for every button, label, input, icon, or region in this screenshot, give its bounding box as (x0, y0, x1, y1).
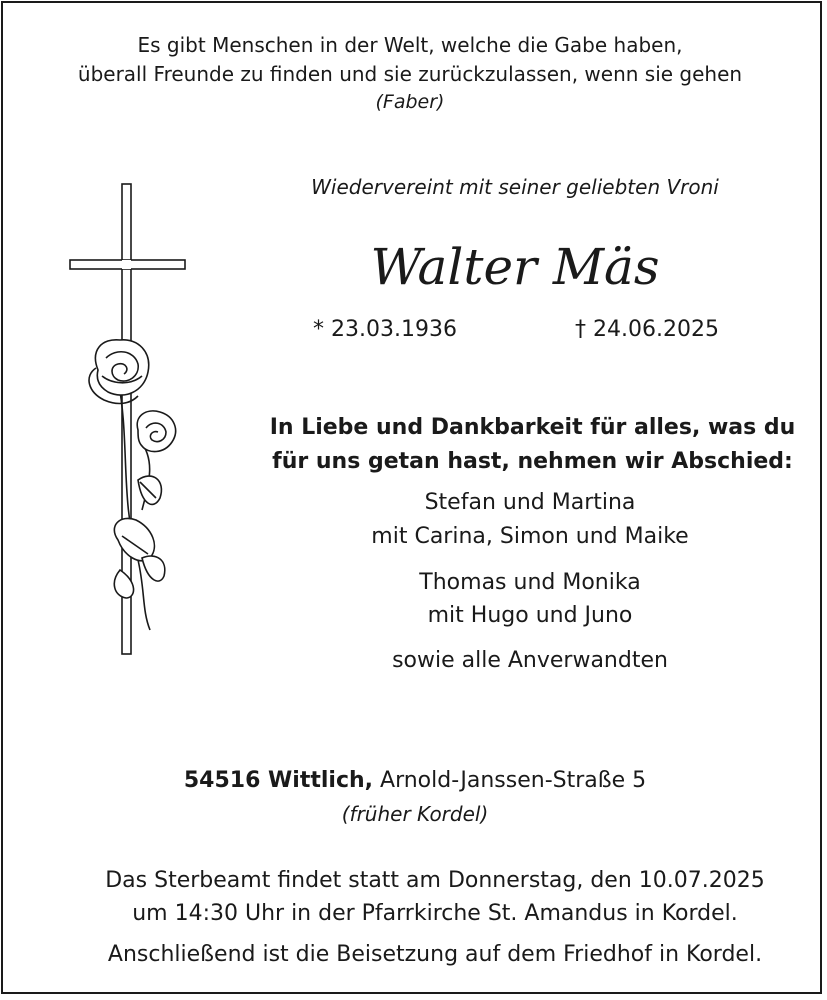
family-1-line-1: Stefan und Martina (424, 490, 636, 515)
quote-author: (Faber) (375, 91, 445, 113)
deceased-name: Walter Mäs (370, 238, 660, 296)
cross-with-roses-icon (60, 180, 190, 660)
address-line (150, 768, 680, 793)
farewell-line-2: für uns getan hast, nehmen wir Abschied: (272, 449, 793, 474)
address-city: 54516 Wittlich, (183, 768, 374, 793)
service-line-3: Anschließend ist die Beisetzung auf dem Friedhof in Kordel. (107, 942, 763, 967)
address-street: Arnold-Janssen-Straße 5 (380, 768, 647, 793)
relatives-line: sowie alle Anverwandten (392, 648, 668, 673)
birth-date: * 23.03.1936 (313, 317, 457, 342)
service-line-1: Das Sterbeamt findet statt am Donnerstag, den 10.07.2025 (105, 868, 765, 893)
address-earlier: (früher Kordel) (341, 802, 489, 826)
reunited-text: Wiedervereint mit seiner geliebten Vroni (311, 175, 719, 199)
family-2-line-1: Thomas und Monika (419, 570, 641, 595)
quote-line-2: überall Freunde zu finden und sie zurückzulassen, wenn sie gehen (77, 62, 743, 86)
death-date: † 24.06.2025 (575, 317, 719, 342)
quote-line-1: Es gibt Menschen in der Welt, welche die Gabe haben, (137, 33, 683, 57)
service-line-2: um 14:30 Uhr in der Pfarrkirche St. Amandus in Kordel. (132, 901, 738, 926)
family-2-line-2: mit Hugo und Juno (427, 603, 633, 628)
farewell-line-1: In Liebe und Dankbarkeit für alles, was du (269, 415, 796, 440)
family-1-line-2: mit Carina, Simon und Maike (371, 524, 689, 549)
